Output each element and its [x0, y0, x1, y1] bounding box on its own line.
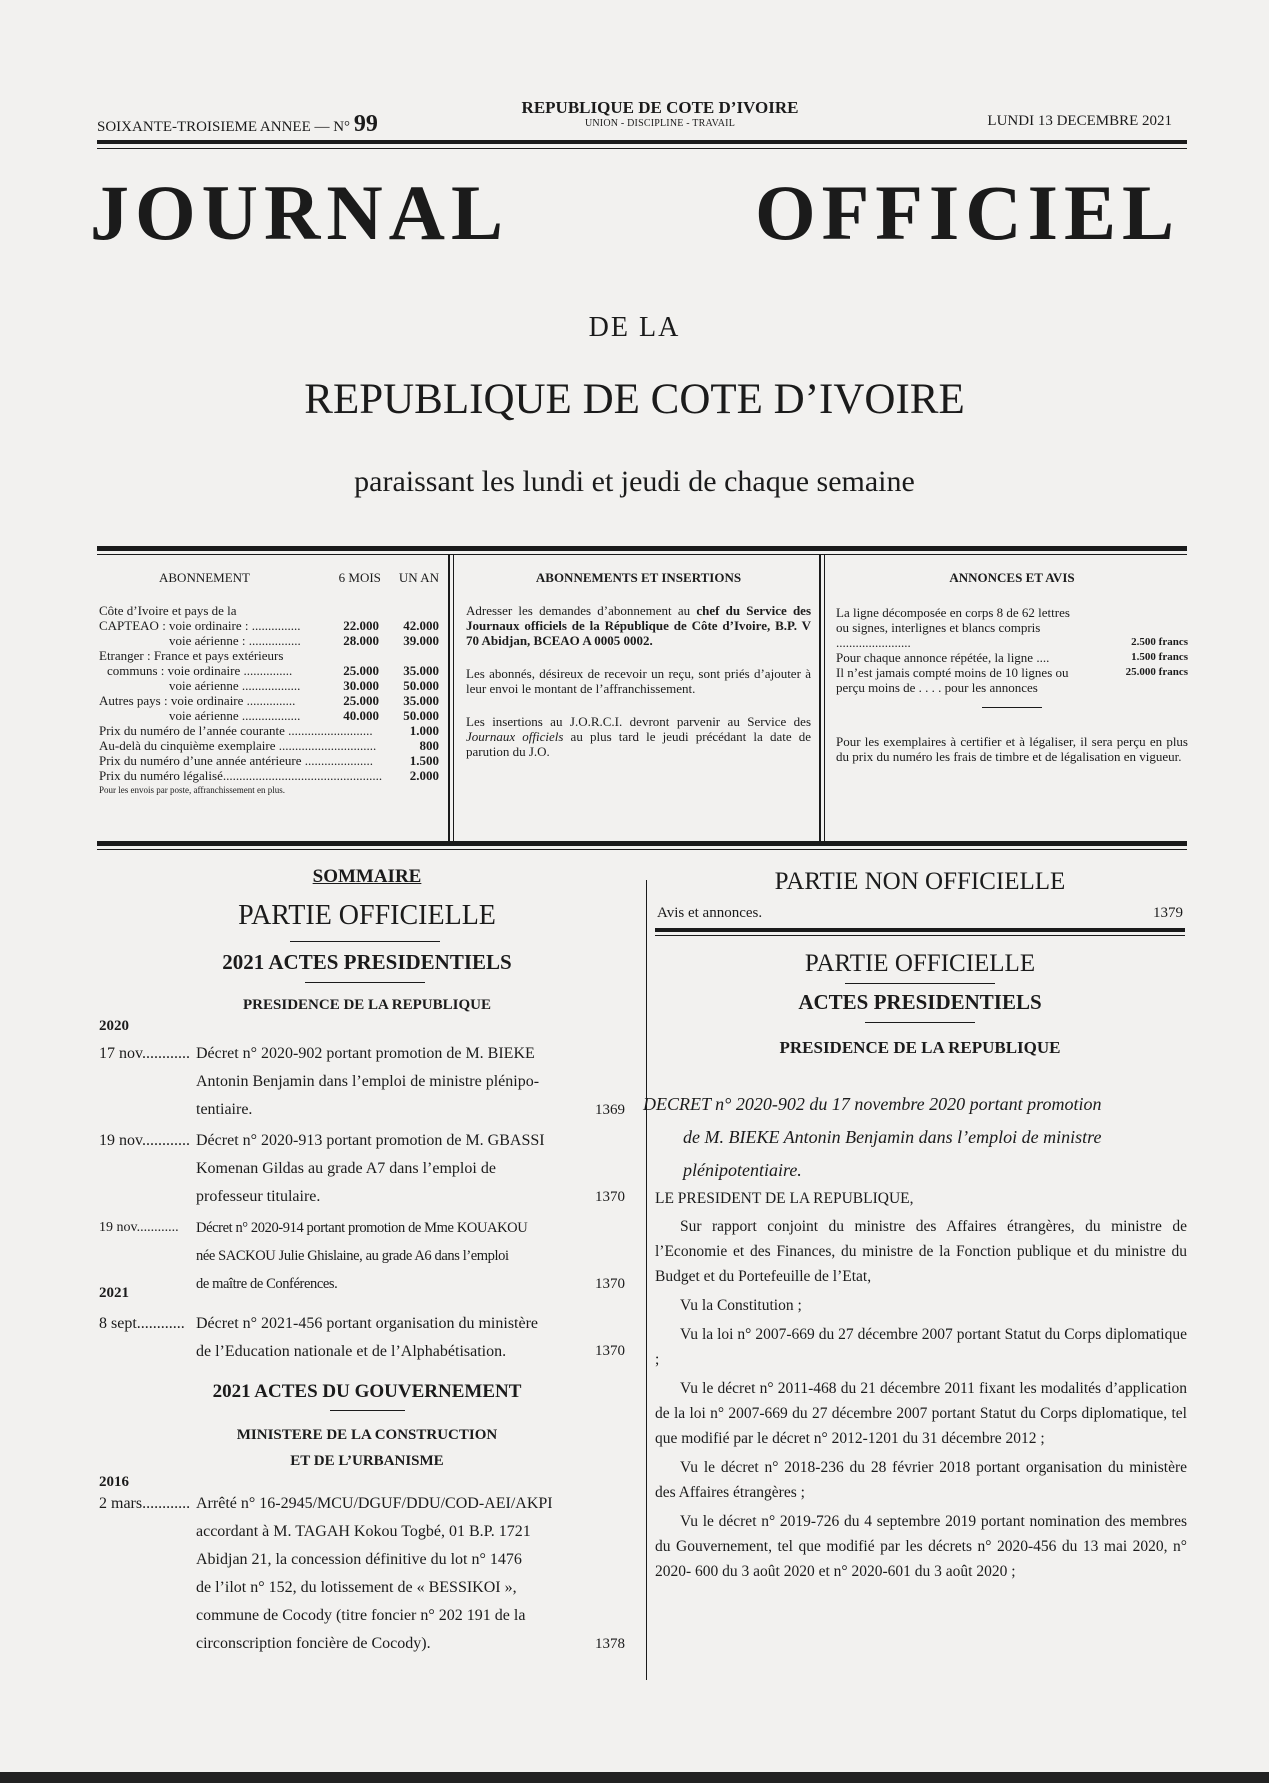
- subscription-row: [99, 738, 439, 753]
- subscription-row-1y: 800: [419, 738, 439, 753]
- subscription-row: [99, 708, 439, 723]
- subscription-row: [99, 678, 439, 693]
- sommaire-actes-presidentiels: 2021 ACTES PRESIDENTIELS: [222, 950, 512, 974]
- sommaire-ministere: [97, 1422, 637, 1474]
- subscription-row-1y: 50.000: [403, 678, 439, 693]
- annonces-divider: [982, 707, 1042, 708]
- toc-page-number: 1370: [595, 1343, 625, 1359]
- sommaire-rule-2: [305, 982, 425, 983]
- toc-entry-date: 19 nov............: [99, 1220, 179, 1235]
- toc-page-number: 1369: [595, 1102, 625, 1118]
- decree-president: LE PRESIDENT DE LA REPUBLIQUE,: [655, 1190, 914, 1207]
- toc-line: de l’Education nationale et de l’Alphabétisation.: [196, 1343, 507, 1360]
- masthead-title: [90, 168, 1180, 258]
- insertions-p1-start: Adresser les demandes d’abonnement au: [466, 603, 691, 618]
- year-2021: 2021: [99, 1285, 129, 1301]
- toc-entry-text[interactable]: [196, 1127, 576, 1211]
- subscription-col-6-months: 6 MOIS: [338, 570, 381, 585]
- masthead-country: REPUBLIQUE DE COTE D’IVOIRE: [304, 376, 965, 423]
- subscription-row-label: voie aérienne : ................: [169, 633, 301, 648]
- sommaire-rule-1: [290, 941, 440, 942]
- toc-line: circonscription foncière de Cocody).: [196, 1635, 431, 1652]
- partie-non-officielle-title: PARTIE NON OFFICIELLE: [774, 868, 1066, 895]
- subscription-col-1-year: UN AN: [398, 570, 439, 585]
- toc-line: accordant à M. TAGAH Kokou Togbé, 01 B.P. 1721: [196, 1523, 531, 1540]
- subscription-note: Pour les envois par poste, affranchissement en plus.: [99, 785, 286, 795]
- subscription-box: [99, 570, 439, 798]
- subscription-row: [99, 663, 439, 678]
- annonces-price-3: 25.000 francs: [1125, 666, 1188, 678]
- toc-line: Komenan Gildas au grade A7 dans l’emploi de: [196, 1160, 496, 1177]
- decree-paragraph: Vu le décret n° 2011-468 du 21 décembre 2011 fixant les modalités d’application de la loi n° 2007-669 du 27 décembre 2007 portant Statut du Corps diplomatique, tel que modifié par le décret n° 2012-1201 du 31 décembre 2012 ;: [655, 1380, 1187, 1447]
- toc-line: commune de Cocody (titre foncier n° 202 191 de la: [196, 1607, 526, 1624]
- decree-body: [655, 1186, 1187, 1584]
- subscription-row: [99, 768, 439, 783]
- toc-entry-text[interactable]: [196, 1310, 576, 1366]
- republic-header: [460, 98, 860, 129]
- insertions-title: ABONNEMENTS ET INSERTIONS: [535, 570, 742, 585]
- annonces-price-2: 1.500 francs: [1131, 651, 1188, 663]
- header-rule-thin: [97, 148, 1187, 149]
- column-divider: [646, 880, 647, 1680]
- republic-name: REPUBLIQUE DE COTE D’IVOIRE: [521, 98, 799, 117]
- subscription-rows: [99, 618, 439, 783]
- subscription-row: [99, 723, 439, 738]
- toc-entry-text[interactable]: [196, 1214, 591, 1298]
- toc-line: de l’ilot n° 152, du lotissement de « BESSIKOI »,: [196, 1579, 517, 1596]
- subscription-row-1y: 2.000: [409, 768, 439, 783]
- insertions-p3-italic: Journaux officiels: [466, 729, 564, 744]
- subscription-row-1y: 1.500: [409, 753, 439, 768]
- body-actes-presidentiels: ACTES PRESIDENTIELS: [798, 990, 1042, 1014]
- insertions-p3-end: au plus tard le jeudi précédant la date de parution du J.O.: [466, 729, 811, 759]
- decree-paragraph: Vu la Constitution ;: [680, 1297, 802, 1314]
- subscription-row: [99, 693, 439, 708]
- header-rule: [97, 140, 1187, 144]
- toc-page-number: 1378: [595, 1636, 625, 1652]
- subscription-row-1y: 39.000: [403, 633, 439, 648]
- toc-page-number: 1379: [1153, 905, 1183, 921]
- toc-entry-date: 17 nov............: [99, 1045, 190, 1062]
- subscription-row-label: Prix du numéro de l’année courante ..........................: [99, 723, 373, 738]
- masthead-word-journal: JOURNAL: [90, 169, 510, 256]
- issue-number: 99: [353, 111, 378, 137]
- masthead-tagline: paraissant les lundi et jeudi de chaque semaine: [354, 465, 915, 498]
- decree-title-line: de M. BIEKE Antonin Benjamin dans l’emploi de ministre: [683, 1127, 1102, 1147]
- annonces-paragraph: Pour les exemplaires à certifier et à légaliser, il sera perçu en plus du prix du numéro les frais de timbre et de légalisation en vigueur.: [836, 734, 1188, 764]
- year-2020: 2020: [99, 1018, 129, 1034]
- decree-paragraph: Vu le décret n° 2018-236 du 28 février 2018 portant organisation du ministère des Affaires étrangères ;: [655, 1459, 1187, 1501]
- body-rule-1: [845, 983, 995, 984]
- subscription-row-label: Etranger : France et pays extérieurs: [99, 648, 284, 663]
- toc-entry-date: 19 nov............: [99, 1132, 190, 1149]
- toc-entry-text[interactable]: [196, 1490, 591, 1658]
- sommaire-presidence: PRESIDENCE DE LA REPUBLIQUE: [243, 997, 491, 1013]
- toc-line: Décret n° 2020-902 portant promotion de M. BIEKE: [196, 1045, 535, 1062]
- right-rule-2: [655, 935, 1185, 936]
- annonces-line-3: Il n’est jamais compté moins de 10 lignes ou perçu moins de . . . . pour les annonces: [836, 665, 1069, 695]
- toc-page-number: 1370: [595, 1189, 625, 1205]
- toc-line: de maître de Conférences.: [196, 1276, 338, 1292]
- subscription-row-6m: [373, 753, 400, 768]
- decree-title-line: DECRET n° 2020-902 du 17 novembre 2020 portant promotion: [643, 1094, 1102, 1114]
- decree-paragraph: Sur rapport conjoint du ministre des Affaires étrangères, du ministre de l’Economie et des Finances, du ministre de la Fonction publique et du ministre du Budget et du Portefeuille de l’Etat,: [655, 1218, 1187, 1285]
- toc-line: Abidjan 21, la concession définitive du lot n° 1476: [196, 1551, 522, 1568]
- box-top-rule-thin: [97, 554, 1187, 555]
- subscription-row-label: voie aérienne ..................: [169, 708, 301, 723]
- subscription-row-label: CAPTEAO : voie ordinaire : ...............: [99, 618, 301, 633]
- subscription-row-6m: 30.000: [343, 678, 379, 693]
- subscription-row-1y: [389, 648, 439, 663]
- insertions-paragraph-1: [466, 603, 811, 648]
- body-presidence: PRESIDENCE DE LA REPUBLIQUE: [779, 1038, 1061, 1057]
- toc-entry-date: 8 sept............: [99, 1315, 185, 1332]
- issue-date: LUNDI 13 DECEMBRE 2021: [987, 113, 1172, 129]
- national-motto: UNION - DISCIPLINE - TRAVAIL: [584, 118, 736, 129]
- ministere-line-2: ET DE L’URBANISME: [290, 1453, 444, 1469]
- toc-entry-text[interactable]: [196, 1040, 576, 1124]
- decree-paragraph: Vu la loi n° 2007-669 du 27 décembre 2007 portant Statut du Corps diplomatique ;: [655, 1326, 1187, 1368]
- sommaire-partie-officielle: PARTIE OFFICIELLE: [238, 900, 496, 931]
- subscription-row: [99, 648, 439, 663]
- toc-page-number: 1370: [595, 1276, 625, 1292]
- insertions-paragraph-3: [466, 714, 811, 759]
- sommaire-title: SOMMAIRE: [312, 866, 422, 887]
- masthead-word-officiel: OFFICIEL: [754, 169, 1180, 256]
- right-rule-1: [655, 928, 1185, 932]
- body-rule-2: [865, 1022, 975, 1023]
- subscription-intro: Côte d’Ivoire et pays de la: [99, 603, 237, 618]
- annonces-price-1: 2.500 francs: [1131, 636, 1188, 648]
- insertions-box: [466, 570, 811, 759]
- annonces-title: ANNONCES ET AVIS: [949, 570, 1075, 585]
- toc-line: tentiaire.: [196, 1101, 253, 1118]
- year-issue-label: SOIXANTE-TROISIEME ANNEE — N°: [97, 119, 351, 135]
- box-divider-2b: [824, 555, 825, 842]
- insertions-paragraph-2: Les abonnés, désireux de recevoir un reçu, sont priés d’ajouter à leur envoi le montant de l’affranchissement.: [466, 666, 811, 696]
- subscription-row-6m: 22.000: [343, 618, 379, 633]
- toc-line: professeur titulaire.: [196, 1188, 321, 1205]
- sommaire-rule-3: [330, 1410, 405, 1411]
- toc-line: Décret n° 2021-456 portant organisation du ministère: [196, 1315, 539, 1332]
- box-divider-1: [448, 555, 450, 842]
- body-partie-officielle: PARTIE OFFICIELLE: [804, 950, 1036, 977]
- insertions-p3-start: Les insertions au J.O.R.C.I. devront parvenir au Service des: [466, 714, 811, 729]
- toc-line: née SACKOU Julie Ghislaine, au grade A6 dans l’emploi: [196, 1248, 509, 1264]
- subscription-row-label: Prix du numéro d’une année antérieure .....................: [99, 753, 374, 768]
- annonces-line-1: La ligne décomposée en corps 8 de 62 lettres ou signes, interlignes et blancs compris .......................: [836, 605, 1070, 650]
- annonces-box: [836, 570, 1188, 764]
- subscription-row-label: communs : voie ordinaire ...............: [107, 663, 293, 678]
- subscription-row-6m: [373, 723, 400, 738]
- toc-line: Arrêté n° 16-2945/MCU/DGUF/DDU/COD-AEI/AKPI: [196, 1495, 553, 1512]
- subscription-row-6m: [329, 648, 379, 663]
- year-2016: 2016: [99, 1474, 129, 1490]
- decree-paragraph: Vu le décret n° 2019-726 du 4 septembre 2019 portant nomination des membres du Gouvernement, tel que modifié par les décrets n° 2020-456 du 13 mai 2020, n° 2020- 600 du 3 août 2020 et n° 2020-601 du 3 août 2020 ;: [655, 1513, 1187, 1580]
- box-top-rule: [97, 546, 1187, 551]
- subscription-row: [99, 618, 439, 633]
- subscription-row-6m: [376, 738, 402, 753]
- box-divider-1b: [453, 555, 454, 842]
- ministere-line-1: MINISTERE DE LA CONSTRUCTION: [236, 1427, 498, 1443]
- subscription-row-6m: 40.000: [343, 708, 379, 723]
- subscription-row-6m: [382, 768, 400, 783]
- toc-entry-date: 2 mars............: [99, 1495, 191, 1512]
- box-bottom-rule: [97, 841, 1187, 846]
- box-divider-2: [819, 555, 821, 842]
- subscription-row-label: Au-delà du cinquième exemplaire ..............................: [99, 738, 377, 753]
- decree-title: [643, 1088, 1188, 1187]
- decree-title-line: plénipotentiaire.: [683, 1160, 802, 1180]
- annonces-line-2: Pour chaque annonce répétée, la ligne ....: [836, 650, 1050, 665]
- subscription-title: ABONNEMENT: [159, 570, 250, 585]
- subscription-row: [99, 753, 439, 768]
- subscription-row-1y: 35.000: [403, 693, 439, 708]
- issue-info: [97, 111, 378, 138]
- masthead-de-la: DE LA: [588, 312, 681, 343]
- subscription-row: [99, 633, 439, 648]
- subscription-row-1y: 1.000: [409, 723, 439, 738]
- subscription-row-6m: 25.000: [343, 693, 379, 708]
- toc-entry-avis[interactable]: Avis et annonces.: [657, 905, 763, 921]
- subscription-row-label: Autres pays : voie ordinaire ...............: [99, 693, 296, 708]
- subscription-row-label: Prix du numéro légalisé.................................................: [99, 768, 383, 783]
- toc-line: Décret n° 2020-913 portant promotion de M. GBASSI: [196, 1132, 545, 1149]
- subscription-row-6m: 25.000: [343, 663, 379, 678]
- scan-bottom-edge: [0, 1772, 1269, 1783]
- box-bottom-rule-thin: [97, 849, 1187, 850]
- toc-line: Antonin Benjamin dans l’emploi de ministre plénipo-: [196, 1073, 540, 1090]
- insertions-p1-address: chef du Service des Journaux officiels de la République de Côte d’Ivoire, B.P. V 70 Abidjan, BCEAO A 0005 0002.: [466, 603, 812, 648]
- subscription-row-6m: 28.000: [343, 633, 379, 648]
- toc-line: Décret n° 2020-914 portant promotion de Mme KOUAKOU: [196, 1220, 528, 1236]
- subscription-row-1y: 50.000: [403, 708, 439, 723]
- subscription-row-1y: 35.000: [403, 663, 439, 678]
- sommaire-actes-gouvernement: 2021 ACTES DU GOUVERNEMENT: [212, 1381, 522, 1402]
- subscription-row-label: voie aérienne ..................: [169, 678, 301, 693]
- subscription-row-1y: 42.000: [403, 618, 439, 633]
